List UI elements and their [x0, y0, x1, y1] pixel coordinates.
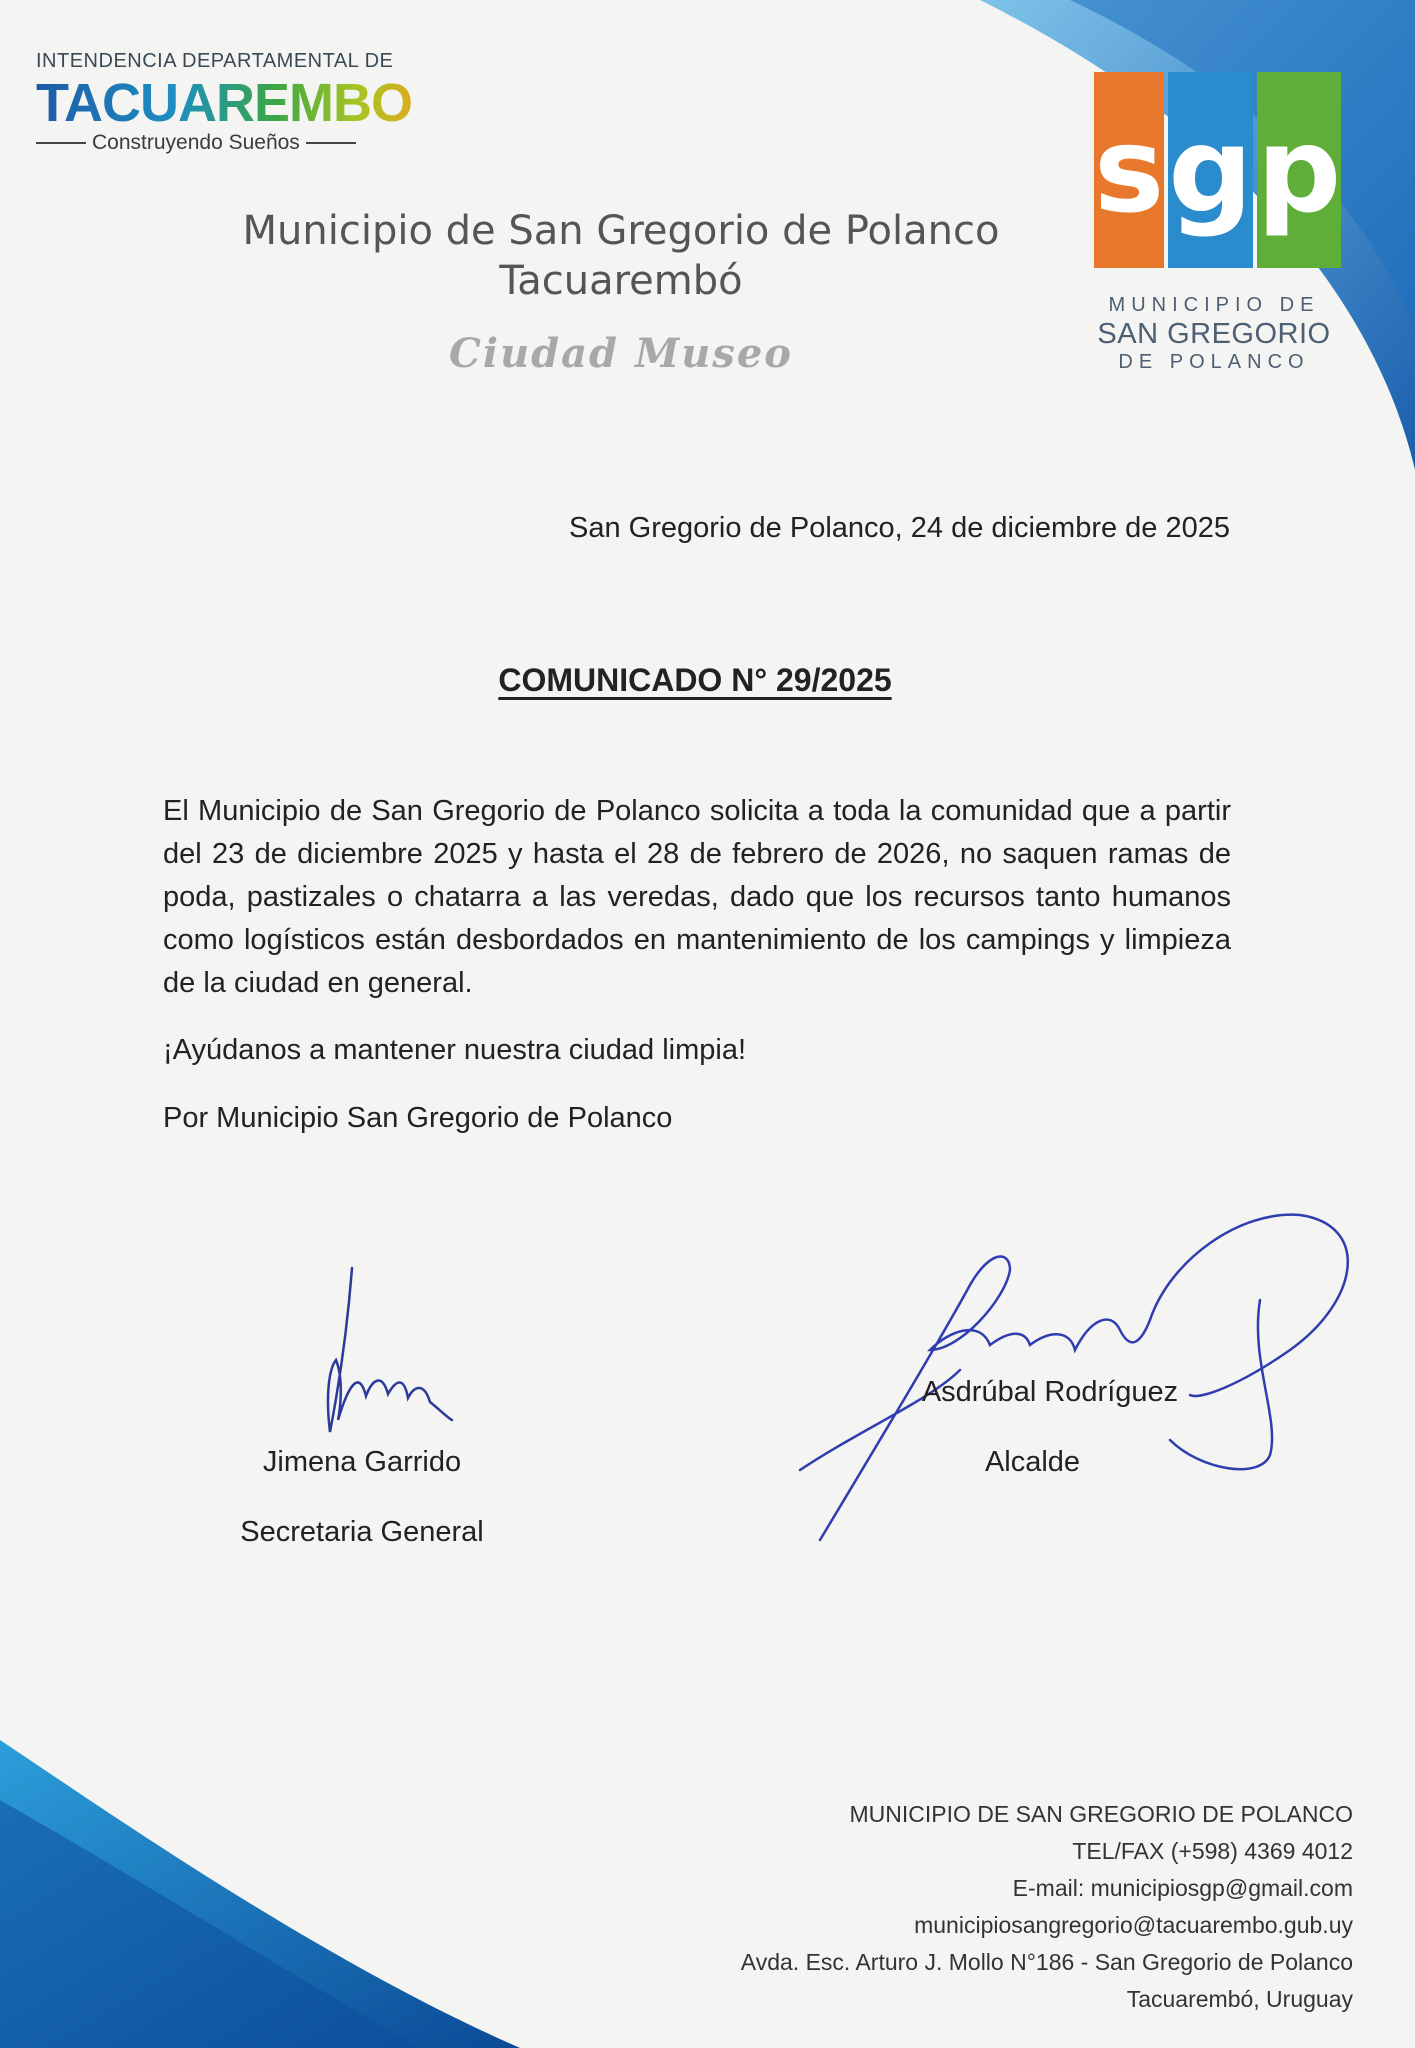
- sgp-caption-line3: DE POLANCO: [1118, 351, 1310, 373]
- slogan-divider-right: [306, 142, 356, 144]
- ciudad-tagline: Ciudad Museo: [449, 330, 793, 377]
- footer-city: Tacuarembó, Uruguay: [1126, 1986, 1353, 2012]
- footer-email: E-mail: municipiosgp@gmail.com: [1012, 1875, 1353, 1901]
- contact-footer: [741, 1796, 1353, 2018]
- sgp-logo: [1094, 72, 1342, 374]
- signatory-role-left: Secretaria General: [240, 1516, 484, 1548]
- municipio-title-line1: Municipio de San Gregorio de Polanco: [242, 208, 1000, 254]
- communique-body: El Municipio de San Gregorio de Polanco solicita a toda la comunidad que a partir del 23 de diciembre 2025 y hasta el 28 de febrero de 2026, no saquen ramas de poda, pastizales o chatarra a las veredas, dado que los recursos tanto humanos como logísticos están desbordados en mantenimiento de los campings y limpieza de la ciudad en general.: [163, 795, 1231, 999]
- footer-address: Avda. Esc. Arturo J. Mollo N°186 - San Gregorio de Polanco: [740, 1949, 1353, 1975]
- sgp-letter-blocks: [1094, 72, 1342, 268]
- intendencia-name: TACUAREMBO: [36, 75, 436, 131]
- intendencia-slogan-row: [36, 131, 436, 155]
- communique-heading: COMUNICADO N° 29/2025: [498, 662, 892, 698]
- letter-date: San Gregorio de Polanco, 24 de diciembre de 2025: [569, 512, 1230, 544]
- sgp-block-g: g: [1168, 72, 1252, 268]
- slogan-divider-left: [36, 142, 86, 144]
- sgp-block-p: p: [1257, 72, 1341, 268]
- footer-org: MUNICIPIO DE SAN GREGORIO DE POLANCO: [849, 1801, 1353, 1827]
- footer-phone: TEL/FAX (+598) 4369 4012: [1072, 1838, 1353, 1864]
- footer-email-alt: municipiosangregorio@tacuarembo.gub.uy: [914, 1912, 1353, 1938]
- sgp-caption-line2: SAN GREGORIO: [1097, 318, 1331, 350]
- signatory-role-right: Alcalde: [984, 1446, 1081, 1478]
- exhortation: ¡Ayúdanos a mantener nuestra ciudad limpia!: [163, 1034, 747, 1066]
- intendencia-slogan: Construyendo Sueños: [92, 131, 300, 154]
- sgp-block-s: s: [1094, 72, 1164, 268]
- municipio-title: [150, 206, 1092, 306]
- sgp-caption: [1094, 294, 1334, 374]
- sign-off: Por Municipio San Gregorio de Polanco: [163, 1102, 673, 1134]
- intendencia-logo: [36, 50, 436, 155]
- signatory-name-right: Asdrúbal Rodríguez: [921, 1376, 1179, 1408]
- intendencia-line: INTENDENCIA DEPARTAMENTAL DE: [36, 50, 394, 72]
- sgp-caption-line1: MUNICIPIO DE: [1108, 294, 1320, 316]
- municipio-title-line2: Tacuarembó: [499, 258, 743, 304]
- signatory-name-left: Jimena Garrido: [262, 1446, 462, 1478]
